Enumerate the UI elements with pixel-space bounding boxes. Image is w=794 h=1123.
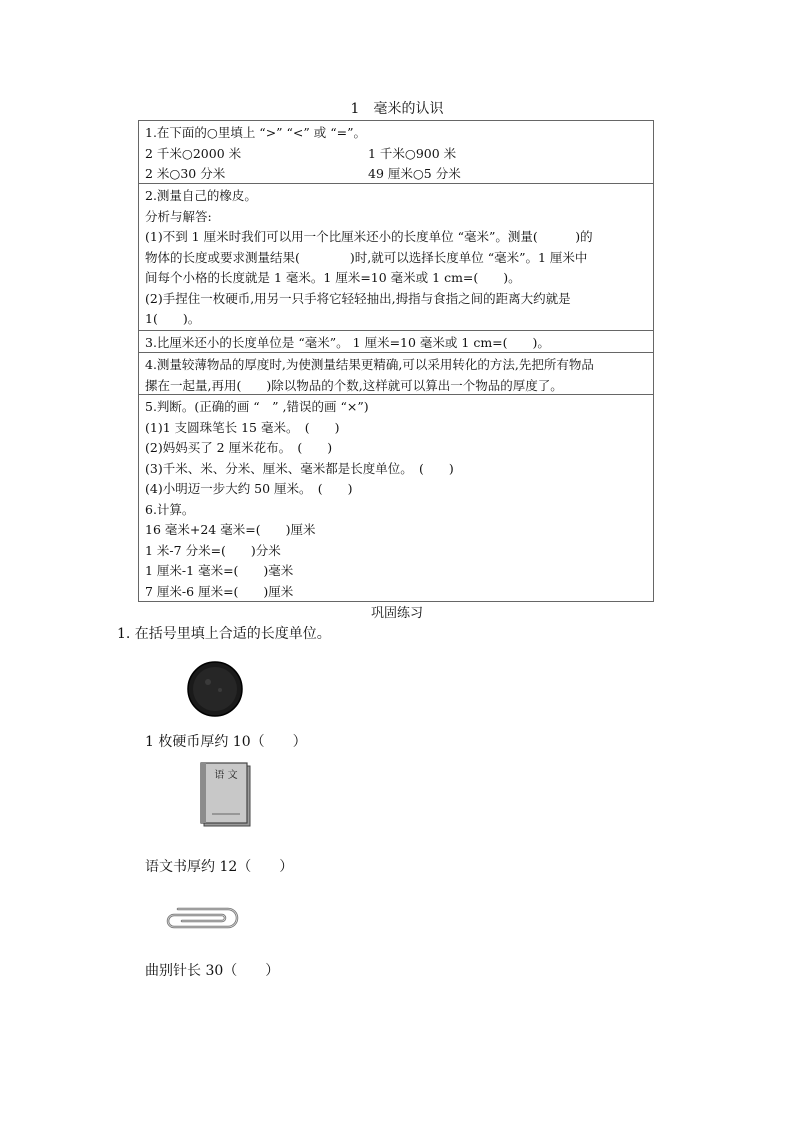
judge-item: (1)1 支圆珠笔长 15 毫米。 ( ) [145,419,340,435]
question-2-heading: 2.测量自己的橡皮。 [145,188,257,203]
analysis-text: (2)手捏住一枚硬币,用另一只手将它轻轻抽出,拇指与食指之间的距离大约就是 [145,290,571,306]
book-caption: 语文书厚约 12（ ） [145,859,294,875]
analysis-label: 分析与解答: [145,208,212,224]
question-4-cell [139,353,653,395]
coin-image [186,660,244,718]
calc-item: 1 米-7 分米=( )分米 [145,542,281,558]
judge-item: (4)小明迈一步大约 50 厘米。 ( ) [145,481,353,496]
question-5-heading: 5.判断。(正确的画 “ ” ,错误的画 “×”) [145,399,369,414]
analysis-text: 间每个小格的长度就是 1 毫米。1 厘米=10 毫米或 1 cm=( )。 [145,270,521,285]
analysis-text: 物体的长度或要求测量结果( )时,就可以选择长度单位 “毫米”。1 厘米中 [145,249,588,265]
question-3-text: 3.比厘米还小的长度单位是 “毫米”。 1 厘米=10 毫米或 1 cm=( )。 [145,335,550,350]
calc-item: 16 毫米+24 毫米=( )厘米 [145,522,316,537]
analysis-text: (1)不到 1 厘米时我们可以用一个比厘米还小的长度单位 “毫米”。测量( )的 [145,229,593,244]
question-2-cell [139,184,653,331]
coin-caption: 1 枚硬币厚约 10（ ） [145,734,307,750]
judge-item: (3)千米、米、分米、厘米、毫米都是长度单位。 ( ) [145,460,454,476]
calc-item: 1 厘米-1 毫米=( )毫米 [145,563,294,578]
practice-question-1: 1. 在括号里填上合适的长度单位。 [117,626,331,642]
compare-item: 2 千米○2000 米 [145,145,242,161]
compare-item: 2 米○30 分米 [145,166,226,181]
question-4-text: 4.测量较薄物品的厚度时,为使测量结果更精确,可以采用转化的方法,先把所有物品 [145,357,594,372]
page-title: 1 毫米的认识 [350,101,444,117]
question-5-6-cell [139,395,653,601]
exercise-box [138,120,654,602]
question-1-row [145,144,647,165]
paper-clip-image [158,904,244,932]
question-1-row [145,164,647,185]
compare-item: 49 厘米○5 分米 [368,166,461,181]
question-4-text: 摞在一起量,再用( )除以物品的个数,这样就可以算出一个物品的厚度了。 [145,377,563,393]
clip-caption: 曲别针长 30（ ） [145,963,280,979]
judge-item: (2)妈妈买了 2 厘米花布。 ( ) [145,440,333,455]
calc-item: 7 厘米-6 厘米=( )厘米 [145,583,294,599]
practice-title: 巩固练习 [370,606,423,621]
question-1-cell [139,121,653,184]
question-1-heading: 1.在下面的○里填上 “>” “<” 或 “=”。 [145,125,366,140]
question-3-cell [139,331,653,353]
book-image [198,760,254,828]
compare-item: 1 千米○900 米 [368,145,457,161]
book-cover-text: 语 文 [214,770,238,781]
question-6-heading: 6.计算。 [145,501,195,517]
analysis-text: 1( )。 [145,311,201,326]
